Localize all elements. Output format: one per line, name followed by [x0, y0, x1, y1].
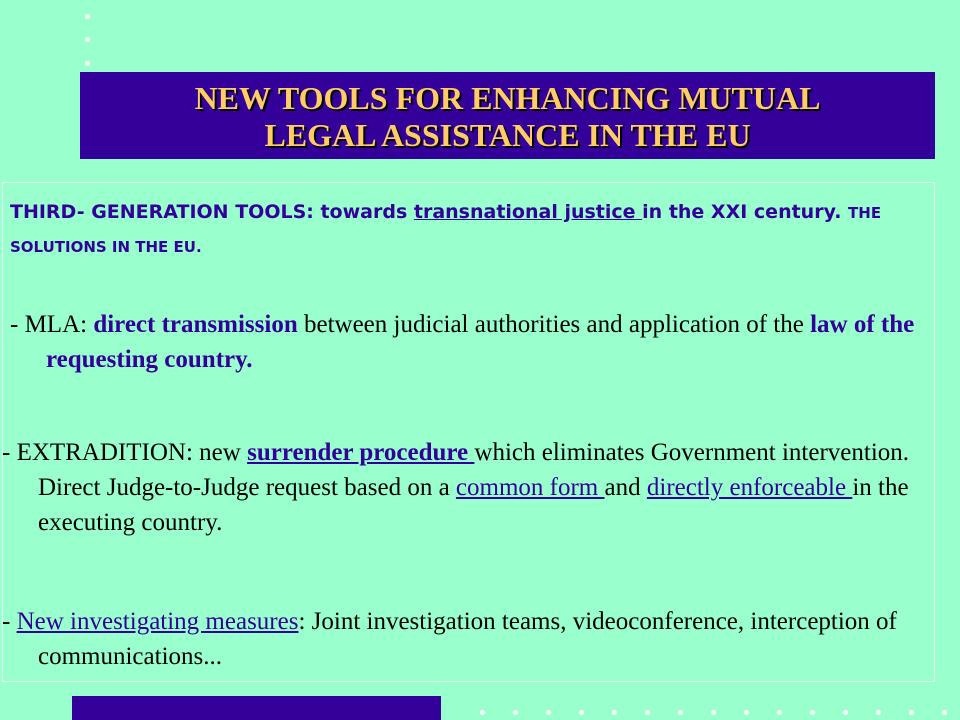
- decor-dot: [85, 37, 90, 42]
- decor-dot: [810, 710, 815, 715]
- title-line-1: NEW TOOLS FOR ENHANCING MUTUAL: [194, 80, 821, 116]
- intro-text: - GENERATION TOOLS: towards: [76, 201, 414, 223]
- extradition-prefix: - EXTRADITION: new: [2, 439, 248, 466]
- mla-paragraph: [10, 307, 930, 377]
- extradition-paragraph: [2, 435, 922, 540]
- decor-dot: [942, 710, 947, 715]
- intro-link-transnational: transnational justice: [413, 201, 643, 223]
- bottom-bar: [72, 696, 441, 720]
- mla-direct-transmission: direct transmission: [93, 311, 298, 338]
- investigating-paragraph: [2, 604, 922, 674]
- extradition-surrender: surrender procedure: [247, 439, 475, 466]
- slide-title: [80, 80, 935, 154]
- mla-prefix: - MLA:: [10, 311, 94, 338]
- decor-dot: [711, 710, 716, 715]
- decor-dot: [909, 710, 914, 715]
- decor-dot: [513, 710, 518, 715]
- decor-dot: [645, 710, 650, 715]
- decor-dot: [579, 710, 584, 715]
- extradition-directly-enforceable: directly enforceable: [646, 474, 853, 501]
- mla-text: between judicial authorities and application of the: [297, 311, 811, 338]
- extradition-text: which eliminates Government intervention. Direct Judge-to-Judge request based on a: [38, 439, 910, 501]
- investigating-text: : Joint investigation teams, videoconference, interception of communications...: [38, 608, 897, 670]
- decor-dot: [843, 710, 848, 715]
- mla-law: law of the requesting country.: [46, 311, 915, 373]
- extradition-end: in the executing country.: [38, 474, 909, 536]
- decor-dot: [480, 710, 485, 715]
- investigating-new-measures: New investigating measures: [16, 608, 299, 635]
- decor-dot: [876, 710, 881, 715]
- title-line-2: LEGAL ASSISTANCE IN THE EU: [264, 117, 751, 153]
- extradition-common-form: common form: [455, 474, 605, 501]
- extradition-and: and: [604, 474, 647, 501]
- intro-text-2: in the XXI century.: [642, 201, 849, 223]
- decor-dot: [612, 710, 617, 715]
- intro-small: THE SOLUTIONS IN THE EU.: [10, 204, 882, 256]
- decor-dot: [744, 710, 749, 715]
- investigating-prefix: -: [2, 608, 17, 635]
- decor-dot: [777, 710, 782, 715]
- decor-dot: [85, 61, 90, 66]
- decor-dot: [546, 710, 551, 715]
- intro-paragraph: [10, 196, 910, 264]
- intro-third: THIRD: [10, 201, 77, 223]
- decor-dot: [678, 710, 683, 715]
- decor-dot: [85, 14, 90, 19]
